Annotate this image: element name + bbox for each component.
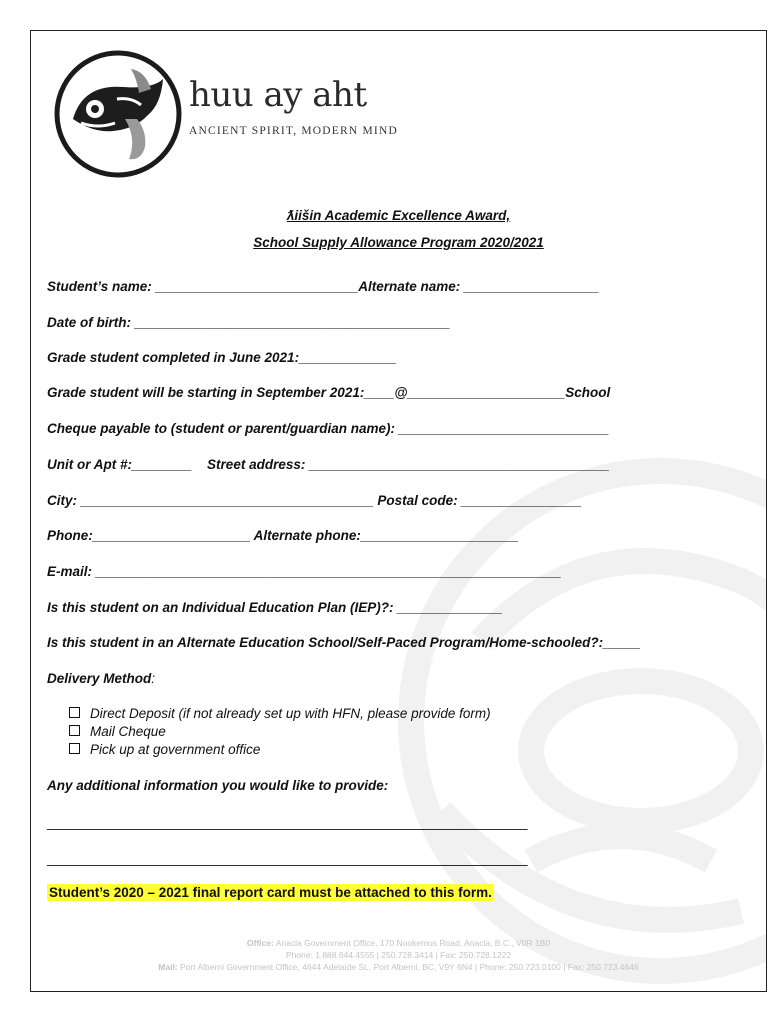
address-field[interactable]: Unit or Apt #:________ Street address: ________________________________________ [47, 457, 610, 472]
footer-office-address: Anacla Government Office, 170 Nookemus Road, Anacla, B.C., V0R 1B0 [273, 938, 551, 948]
checkbox-icon[interactable] [69, 743, 80, 754]
delivery-option-mail-cheque[interactable] [69, 724, 166, 739]
iep-field[interactable]: Is this student on an Individual Education Plan (IEP)?: ______________ [47, 600, 503, 615]
footer-office-line [31, 937, 766, 949]
footer [31, 937, 766, 973]
delivery-option-label: Direct Deposit (if not already set up with HFN, please provide form) [90, 706, 491, 721]
footer-office-phone: Phone: 1.888.644.4555 | 250.728.3414 | Fax: 250.728.1222 [285, 950, 512, 960]
alternate-school-field[interactable]: Is this student in an Alternate Education School/Self-Paced Program/Home-schooled?:_____ [47, 635, 641, 650]
delivery-option-pickup[interactable] [69, 742, 260, 757]
report-card-notice: Student’s 2020 – 2021 final report card must be attached to this form. [49, 885, 492, 900]
checkbox-icon[interactable] [69, 725, 80, 736]
delivery-option-label: Pick up at government office [90, 742, 261, 757]
additional-info-label: Any additional information you would like to provide: [47, 778, 389, 793]
student-name-field[interactable]: Student’s name: ___________________________Alternate name: __________________ [47, 279, 600, 294]
form-page [30, 30, 767, 992]
phone-field[interactable]: Phone:_____________________ Alternate phone:_____________________ [47, 528, 519, 543]
checkbox-icon[interactable] [69, 707, 80, 718]
delivery-method-colon: : [151, 671, 156, 686]
huu-ay-aht-logo [53, 49, 183, 179]
brand-tagline: ANCIENT SPIRIT, MODERN MIND [189, 125, 398, 137]
delivery-option-label: Mail Cheque [90, 724, 166, 739]
cheque-payable-field[interactable]: Cheque payable to (student or parent/guardian name): ____________________________ [47, 421, 610, 436]
footer-mail-label: Mail: [158, 962, 178, 972]
city-postal-field[interactable]: City: _______________________________________ Postal code: ________________ [47, 493, 582, 508]
watermark-art [361, 391, 767, 992]
email-field[interactable]: E-mail: ______________________________________________________________ [47, 564, 562, 579]
brand-block [189, 75, 398, 137]
additional-info-line-2[interactable]: ________________________________________________________________ [47, 851, 528, 866]
form-title: ƛiišin Academic Excellence Award, [286, 208, 511, 223]
footer-mail-address: Port Alberni Government Office, 4644 Adelaide St., Port Alberni, BC, V9Y 6N4 | Phone: 250.723.0100 | Fax: 250.723.4646 [177, 962, 639, 972]
form-subtitle: School Supply Allowance Program 2020/2021 [253, 235, 544, 250]
delivery-method-label: Delivery Method [47, 671, 152, 686]
brand-name: huu ay aht [189, 75, 367, 115]
delivery-method-heading [47, 671, 155, 686]
footer-mail-line [31, 961, 766, 973]
footer-office-label: Office: [246, 938, 274, 948]
grade-completed-field[interactable]: Grade student completed in June 2021:_____________ [47, 350, 397, 365]
date-of-birth-field[interactable]: Date of birth: __________________________________________ [47, 315, 451, 330]
delivery-option-direct-deposit[interactable] [69, 706, 491, 721]
grade-starting-field[interactable]: Grade student will be starting in September 2021:____@_____________________School [47, 385, 611, 400]
additional-info-line-1[interactable]: ________________________________________________________________ [47, 815, 528, 830]
